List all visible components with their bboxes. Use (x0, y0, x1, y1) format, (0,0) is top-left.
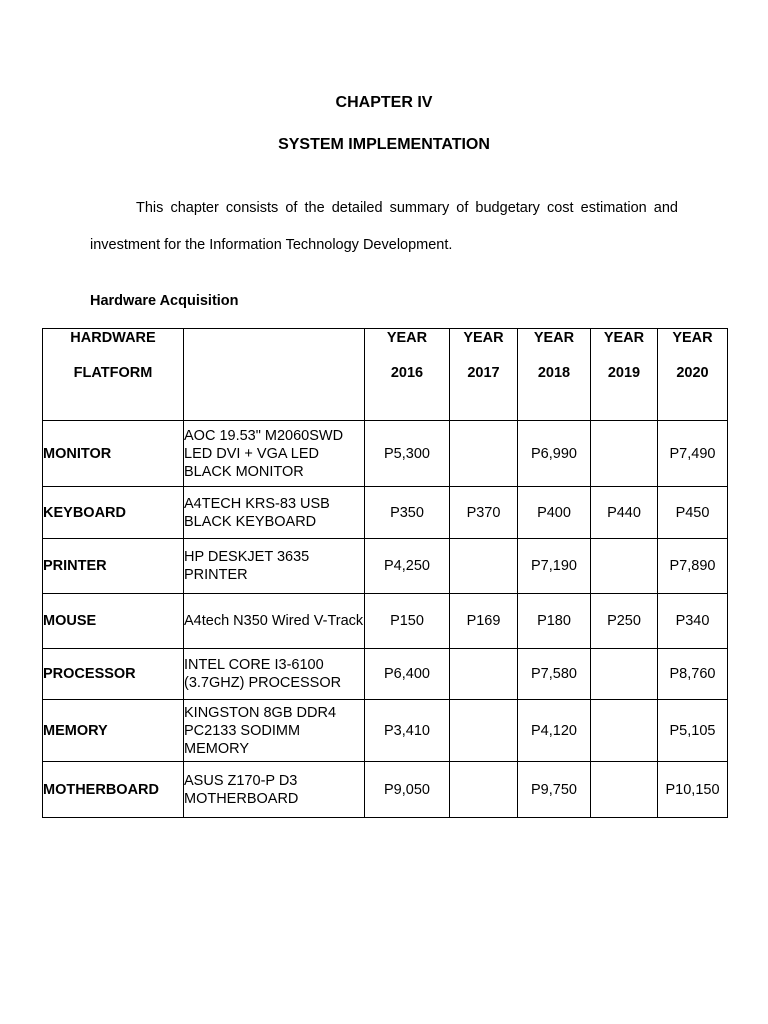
header-year-label: YEAR (463, 330, 504, 346)
value-cell: P7,490 (658, 421, 728, 487)
value-cell (450, 649, 518, 700)
hardware-cell: KEYBOARD (43, 487, 184, 539)
table-row (43, 649, 728, 700)
value-cell (450, 700, 518, 762)
header-year-2018 (518, 329, 591, 421)
value-cell: P400 (518, 487, 591, 539)
hardware-cell: MONITOR (43, 421, 184, 487)
value-cell: P7,890 (658, 539, 728, 594)
value-cell: P9,050 (365, 762, 450, 818)
description-cell: HP DESKJET 3635 PRINTER (184, 539, 365, 594)
value-cell: P250 (591, 594, 658, 649)
description-cell: AOC 19.53" M2060SWD LED DVI + VGA LED BLACK MONITOR (184, 421, 365, 487)
header-year-2020 (658, 329, 728, 421)
hardware-table (42, 328, 728, 818)
hardware-cell: MOUSE (43, 594, 184, 649)
value-cell: P7,190 (518, 539, 591, 594)
value-cell: P150 (365, 594, 450, 649)
value-cell (450, 539, 518, 594)
value-cell (450, 421, 518, 487)
description-cell: ASUS Z170-P D3 MOTHERBOARD (184, 762, 365, 818)
header-year-value: 2017 (467, 365, 500, 381)
value-cell: P440 (591, 487, 658, 539)
table-row (43, 762, 728, 818)
header-description (184, 329, 365, 421)
value-cell: P4,250 (365, 539, 450, 594)
table-row (43, 594, 728, 649)
header-year-2017 (450, 329, 518, 421)
value-cell: P5,105 (658, 700, 728, 762)
value-cell (591, 421, 658, 487)
value-cell: P340 (658, 594, 728, 649)
value-cell: P370 (450, 487, 518, 539)
value-cell: P3,410 (365, 700, 450, 762)
header-year-value: 2019 (607, 365, 641, 381)
value-cell: P450 (658, 487, 728, 539)
table-header-row (43, 329, 728, 421)
hardware-cell: PRINTER (43, 539, 184, 594)
table-row (43, 487, 728, 539)
value-cell: P7,580 (518, 649, 591, 700)
value-cell: P350 (365, 487, 450, 539)
value-cell: P6,990 (518, 421, 591, 487)
value-cell: P180 (518, 594, 591, 649)
value-cell: P169 (450, 594, 518, 649)
intro-paragraph: This chapter consists of the detailed summary of budgetary cost estimation and investment for the Information Technology Development. (90, 200, 678, 253)
header-hardware-line2: FLATFORM (73, 365, 153, 381)
value-cell: P8,760 (658, 649, 728, 700)
value-cell (591, 649, 658, 700)
table-row (43, 700, 728, 762)
header-year-label: YEAR (672, 330, 713, 346)
description-cell: A4tech N350 Wired V-Track (184, 594, 365, 649)
header-year-value: 2016 (390, 365, 424, 381)
header-year-label: YEAR (386, 330, 428, 346)
value-cell (591, 539, 658, 594)
section-title: SYSTEM IMPLEMENTATION (278, 136, 490, 153)
value-cell (591, 762, 658, 818)
header-year-label: YEAR (603, 330, 645, 346)
header-year-value: 2018 (537, 365, 571, 381)
table-row (43, 421, 728, 487)
value-cell: P5,300 (365, 421, 450, 487)
hardware-acquisition-heading: Hardware Acquisition (90, 293, 239, 309)
value-cell (450, 762, 518, 818)
header-hardware (43, 329, 184, 421)
value-cell: P6,400 (365, 649, 450, 700)
hardware-cell: MEMORY (43, 700, 184, 762)
description-cell: INTEL CORE I3-6100 (3.7GHZ) PROCESSOR (184, 649, 365, 700)
header-hardware-line1: HARDWARE (70, 330, 156, 346)
hardware-cell: MOTHERBOARD (43, 762, 184, 818)
description-cell: KINGSTON 8GB DDR4 PC2133 SODIMM MEMORY (184, 700, 365, 762)
header-year-2019 (591, 329, 658, 421)
description-cell: A4TECH KRS-83 USB BLACK KEYBOARD (184, 487, 365, 539)
header-year-value: 2020 (676, 365, 709, 381)
header-year-2016 (365, 329, 450, 421)
value-cell (591, 700, 658, 762)
value-cell: P4,120 (518, 700, 591, 762)
chapter-title: CHAPTER IV (335, 94, 433, 111)
value-cell: P10,150 (658, 762, 728, 818)
value-cell: P9,750 (518, 762, 591, 818)
header-year-label: YEAR (533, 330, 575, 346)
table-row (43, 539, 728, 594)
hardware-cell: PROCESSOR (43, 649, 184, 700)
